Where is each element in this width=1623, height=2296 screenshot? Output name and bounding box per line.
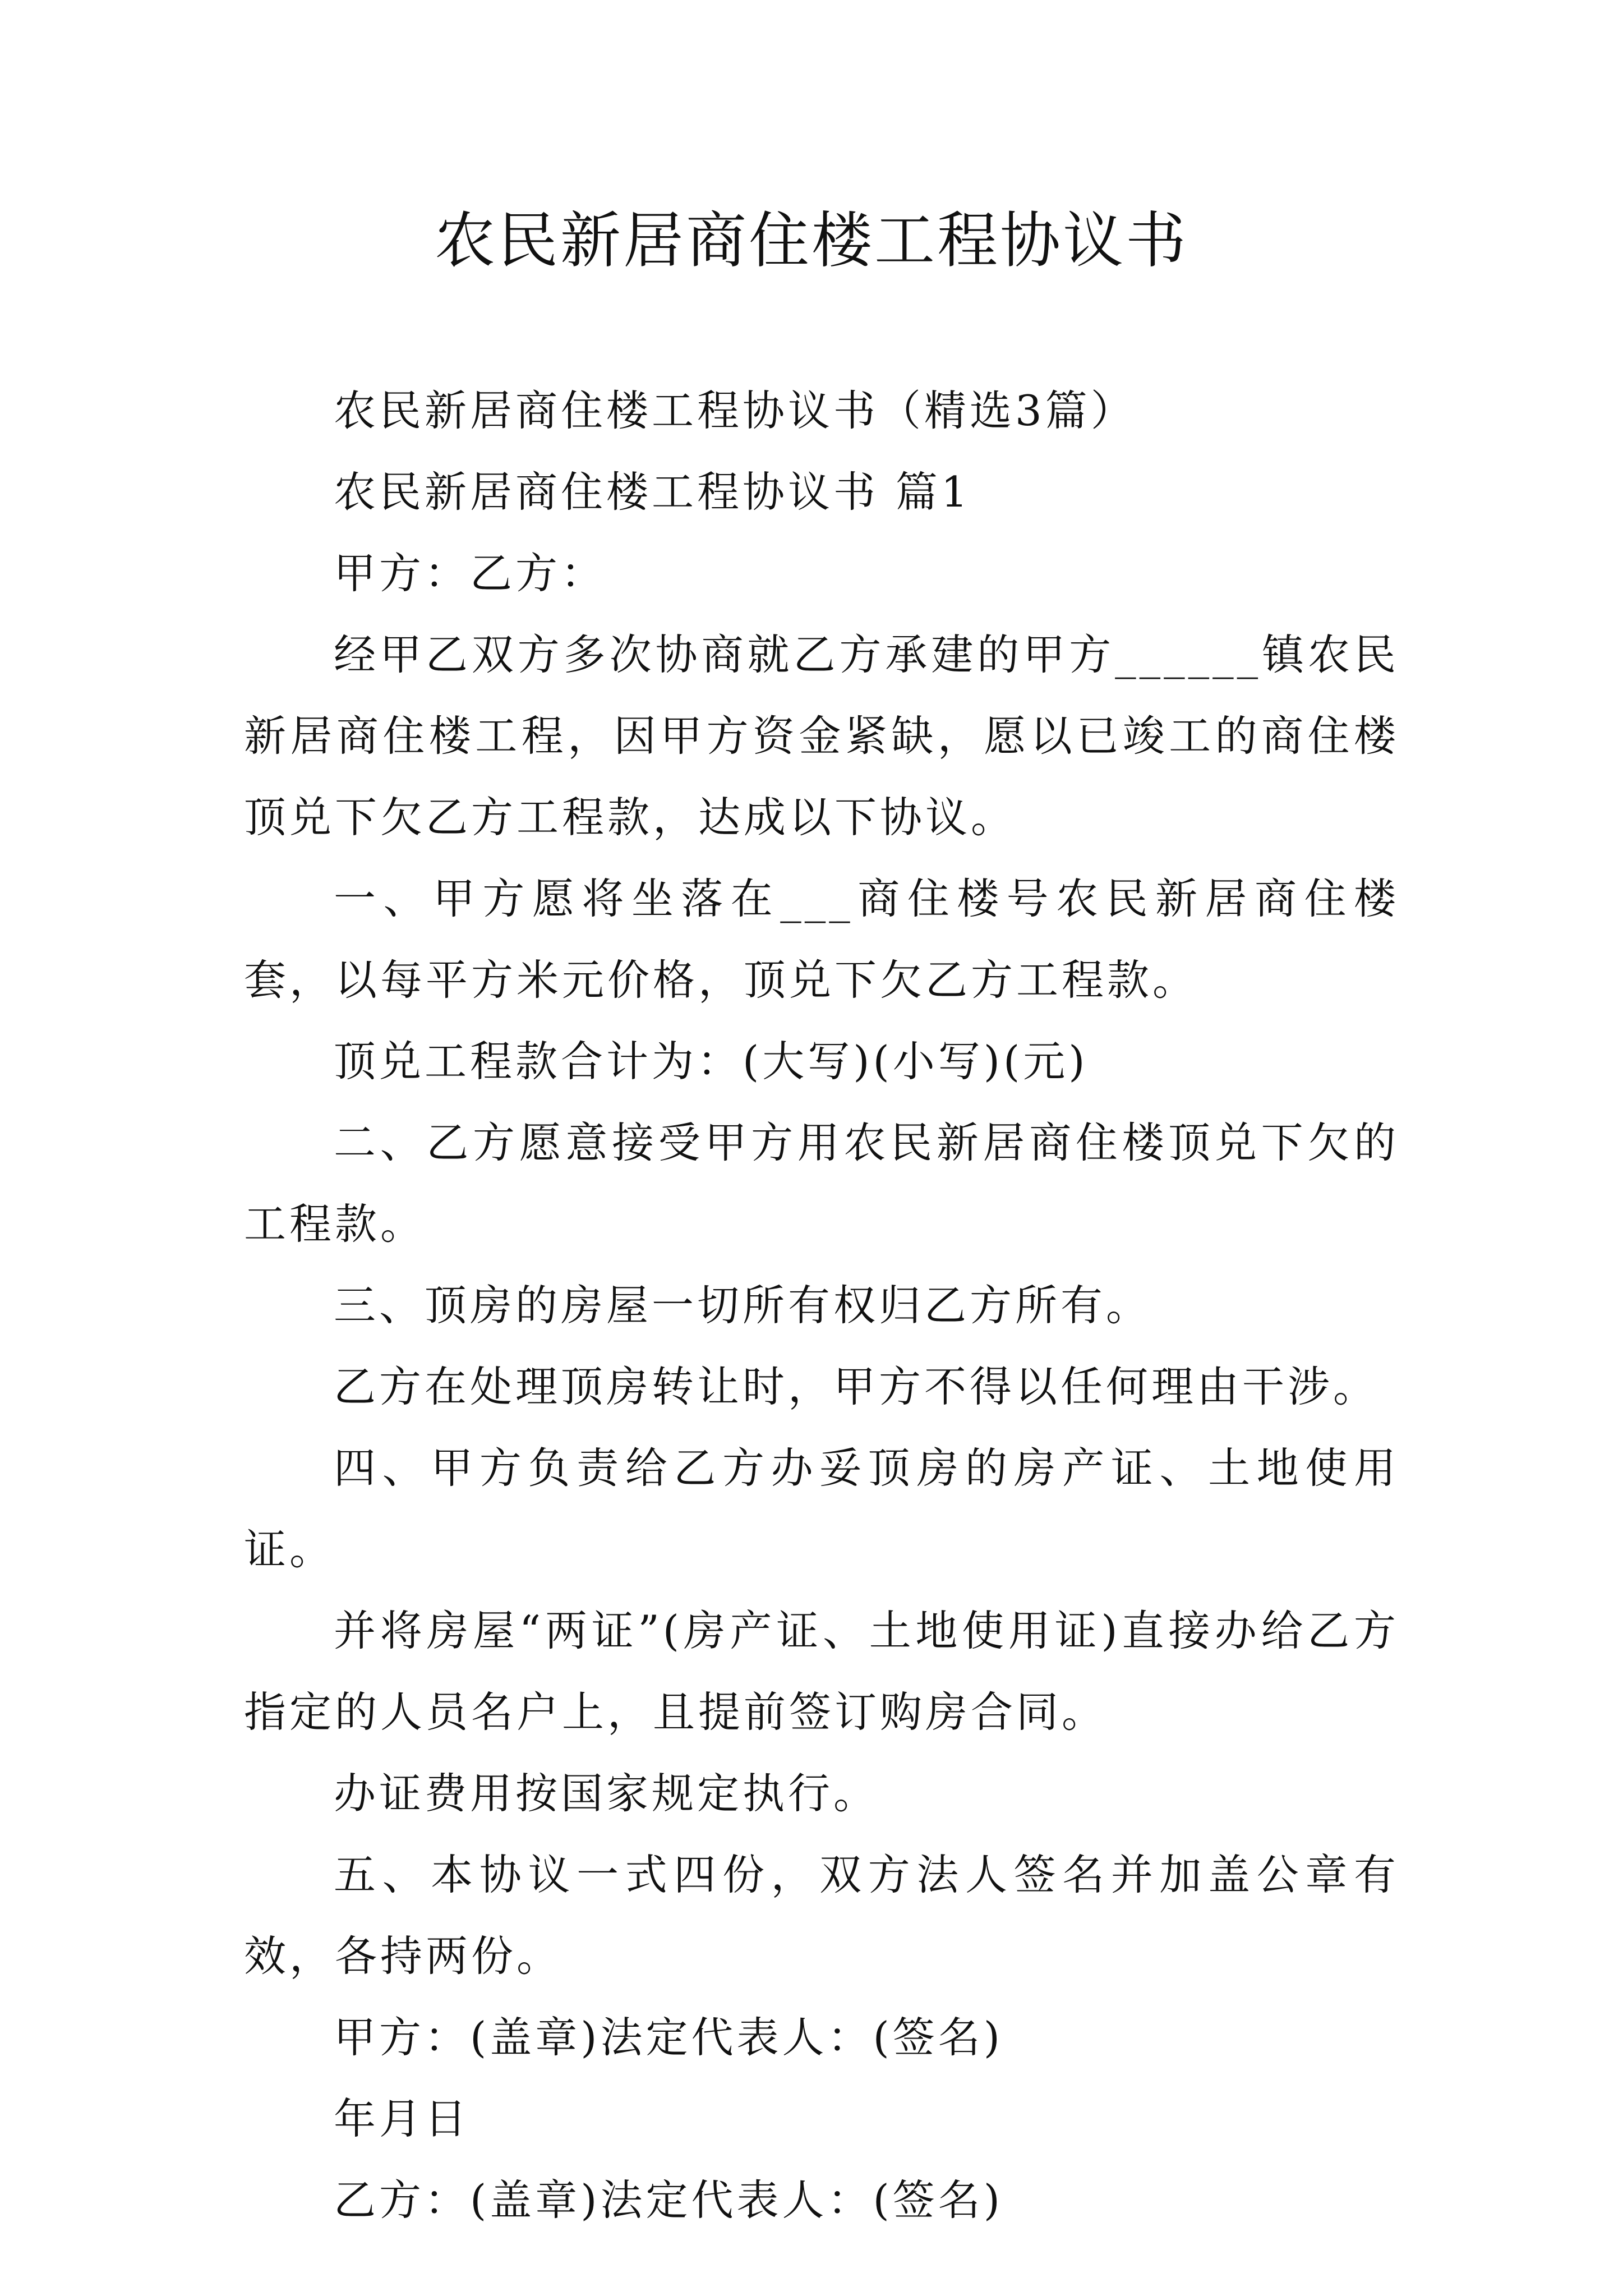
- paragraph-clause-2: 二、乙方愿意接受甲方用农民新居商住楼顶兑下欠的工程款。: [244, 1118, 1399, 1249]
- paragraph-clause-3: 三、顶房的房屋一切所有权归乙方所有。: [334, 1281, 1152, 1330]
- paragraph-total-amount: 顶兑工程款合计为：(大写)(小写)(元): [334, 1037, 1089, 1086]
- paragraph-certificates: 并将房屋“两证”(房产证、土地使用证)直接办给乙方指定的人员名户上，且提前签订购房合同。: [244, 1606, 1399, 1737]
- paragraph-clause-1: 一、甲方愿将坐落在___商住楼号农民新居商住楼套，以每平方米元价格，顶兑下欠乙方工程款。: [244, 874, 1399, 1005]
- paragraph-preamble: 经甲乙双方多次协商就乙方承建的甲方______镇农民新居商住楼工程，因甲方资金紧缺，愿以已竣工的商住楼顶兑下欠乙方工程款，达成以下协议。: [244, 630, 1399, 842]
- signature-party-a: 甲方：(盖章)法定代表人：(签名): [334, 2013, 1004, 2062]
- signature-party-b: 乙方：(盖章)法定代表人：(签名): [334, 2175, 1004, 2225]
- paragraph-fees: 办证费用按国家规定执行。: [334, 1769, 879, 1818]
- paragraph-subtitle: 农民新居商住楼工程协议书（精选3篇）: [334, 386, 1136, 435]
- paragraph-clause-4: 四、甲方负责给乙方办妥顶房的房产证、土地使用证。: [244, 1443, 1399, 1574]
- document-body: [244, 370, 1399, 2241]
- document-title: 农民新居商住楼工程协议书: [434, 206, 1188, 276]
- signature-date: 年月日: [334, 2094, 471, 2143]
- paragraph-transfer-note: 乙方在处理顶房转让时，甲方不得以任何理由干涉。: [334, 1362, 1379, 1411]
- paragraph-clause-5: 五、本协议一式四份，双方法人签名并加盖公章有效，各持两份。: [244, 1850, 1399, 1981]
- paragraph-section-heading: 农民新居商住楼工程协议书 篇1: [334, 467, 971, 517]
- paragraph-parties: 甲方：乙方：: [334, 549, 607, 598]
